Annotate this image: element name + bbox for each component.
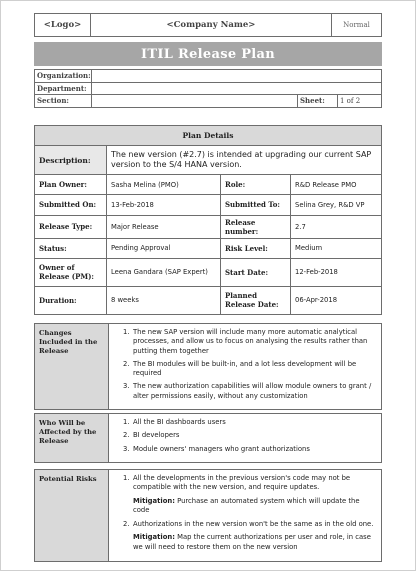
plan-details-table — [34, 125, 382, 315]
company-name: <Company Name> — [91, 14, 332, 37]
submitted-to-label: Submitted To: — [221, 195, 291, 215]
organization-label: Organization: — [35, 70, 92, 83]
list-item: 2. Authorizations in the new version won't be the same as in the old one. — [123, 520, 374, 529]
status-value: Pending Approval — [107, 238, 221, 258]
risk-level-value: Medium — [291, 238, 382, 258]
section-value[interactable] — [91, 95, 297, 108]
mitigation-1: Mitigation: Purchase an automated system which will update the code — [133, 496, 360, 514]
description-value: The new version (#2.7) is intended at upgrading our current SAP version to the S/4 HANA version. — [107, 146, 382, 175]
start-date-label: Start Date: — [221, 258, 291, 286]
list-item: 2. BI developers — [123, 431, 180, 440]
planned-release-date-value: 06-Apr-2018 — [291, 286, 382, 314]
changes-list — [113, 328, 375, 401]
plan-details-caption: Plan Details — [35, 126, 382, 146]
submitted-to-value: Selina Grey, R&D VP — [291, 195, 382, 215]
section-label: Section: — [35, 95, 92, 108]
header-table — [34, 13, 382, 37]
sheet-label: Sheet: — [298, 95, 338, 108]
release-number-value: 2.7 — [291, 215, 382, 238]
organization-value[interactable] — [91, 70, 381, 83]
affected-label: Who Will be Affected by the Release — [35, 414, 109, 463]
release-owner-label: Owner of Release (PM): — [35, 258, 107, 286]
meta-table — [34, 69, 382, 108]
status-label: Status: — [35, 238, 107, 258]
submitted-on-value: 13-Feb-2018 — [107, 195, 221, 215]
submitted-on-label: Submitted On: — [35, 195, 107, 215]
document-title: ITIL Release Plan — [34, 42, 382, 66]
changes-section — [34, 323, 382, 410]
changes-label: Changes Included in the Release — [35, 324, 109, 410]
affected-list — [113, 418, 375, 454]
list-item: 1. The new SAP version will include many more automatic analytical processes, and allow us to focus on analysing the results rather than putting them together — [123, 328, 368, 355]
risks-label: Potential Risks — [35, 470, 109, 562]
release-type-value: Major Release — [107, 215, 221, 238]
role-label: Role: — [221, 175, 291, 195]
risk-level-label: Risk Level: — [221, 238, 291, 258]
list-item: 2. The BI modules will be built-in, and a lot less development will be required — [123, 359, 357, 378]
planned-release-date-label: Planned Release Date: — [221, 286, 291, 314]
duration-label: Duration: — [35, 286, 107, 314]
description-label: Description: — [35, 146, 107, 175]
list-item: 3. The new authorization capabilities will allow module owners to grant / alter permissions easily, without any customization — [123, 382, 372, 400]
release-owner-value: Leena Gandara (SAP Expert) — [107, 258, 221, 286]
list-item: 3. Module owners' managers who grant authorizations — [123, 444, 310, 453]
duration-value: 8 weeks — [107, 286, 221, 314]
mitigation-2: Mitigation: Map the current authorizations per user and role, in case we will need to restore them on the new version — [133, 533, 371, 551]
classification-label: Normal — [332, 14, 382, 37]
plan-owner-value: Sasha Melina (PMO) — [107, 175, 221, 195]
start-date-value: 12-Feb-2018 — [291, 258, 382, 286]
release-type-label: Release Type: — [35, 215, 107, 238]
department-label: Department: — [35, 82, 92, 95]
risks-list — [113, 474, 375, 493]
sheet-value: 1 of 2 — [338, 95, 382, 108]
list-item: 1. All the BI dashboards users — [123, 418, 226, 426]
logo-placeholder: <Logo> — [35, 14, 91, 37]
list-item: 1. All the developments in the previous version's code may not be compatible with the new version, and require updates. — [123, 474, 351, 492]
affected-section — [34, 413, 382, 463]
plan-owner-label: Plan Owner: — [35, 175, 107, 195]
release-number-label: Release number: — [221, 215, 291, 238]
role-value: R&D Release PMO — [291, 175, 382, 195]
risks-section — [34, 469, 382, 562]
department-value[interactable] — [91, 82, 381, 95]
